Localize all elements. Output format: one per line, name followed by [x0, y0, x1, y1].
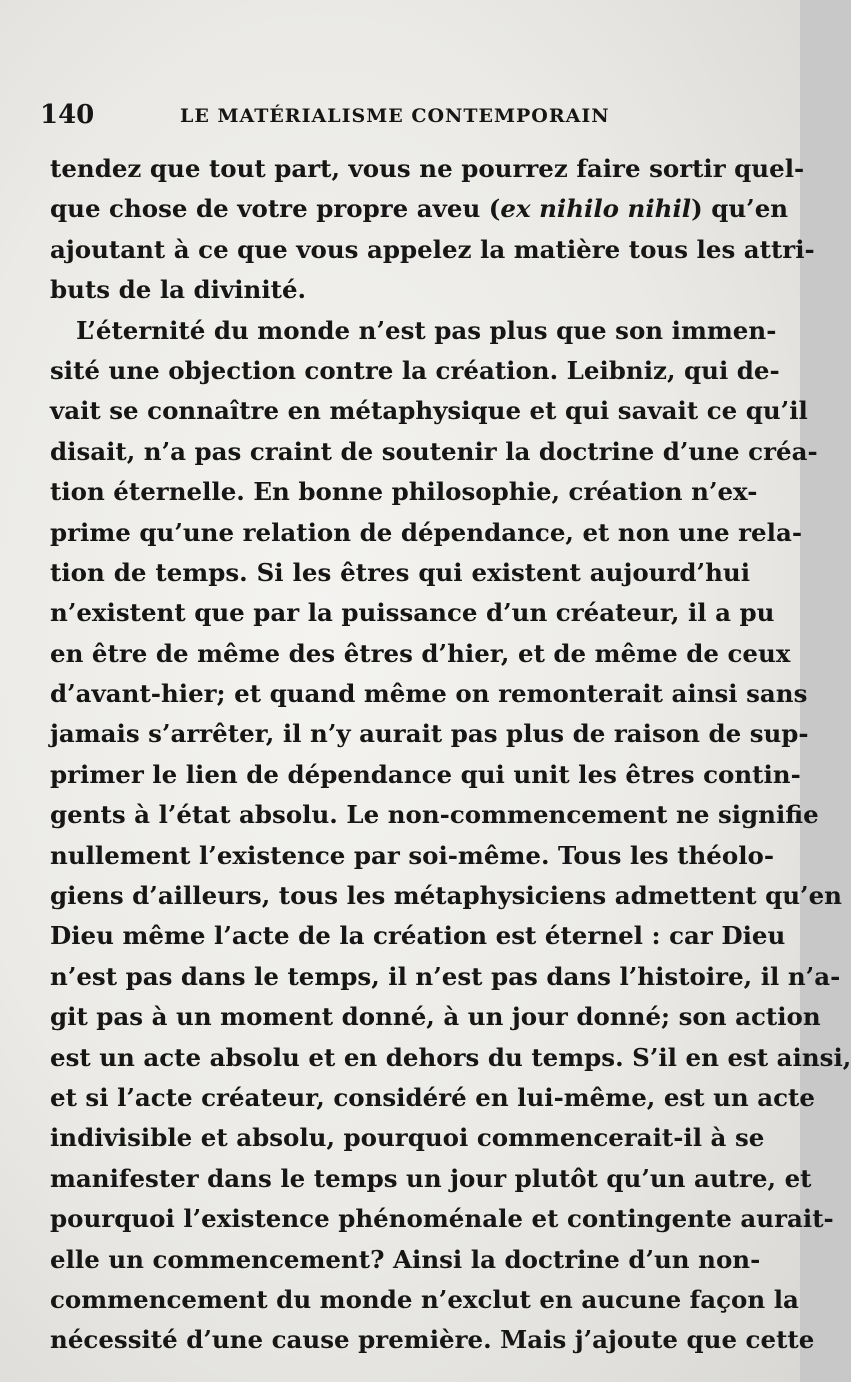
latin-phrase: ex nihilo nihil	[500, 194, 692, 224]
text-line: nullement l’existence par soi-même. Tous les théolo-	[50, 840, 775, 870]
text-line: manifester dans le temps un jour plutôt qu’un autre, et	[50, 1163, 812, 1193]
text-line: tendez que tout part, vous ne pourrez faire sortir quel-	[50, 154, 805, 183]
text-line: Dieu même l’acte de la création est éternel : car Dieu	[50, 921, 786, 951]
text-line: vait se connaître en métaphysique et qui savait ce qu’il	[50, 396, 808, 426]
text-segment: ) qu’en	[691, 194, 789, 224]
text-line: est un acte absolu et en dehors du temps. S’il en est ainsi,	[50, 1042, 851, 1072]
text-line: tion de temps. Si les êtres qui existent aujourd’hui	[50, 557, 750, 587]
text-line: elle un commencement? Ainsi la doctrine d’un non-	[50, 1244, 761, 1274]
text-line: L’éternité du monde n’est pas plus que son immen-	[76, 315, 777, 345]
page-header	[40, 100, 740, 140]
text-line: n’est pas dans le temps, il n’est pas dans l’histoire, il n’a-	[50, 961, 841, 991]
text-line: giens d’ailleurs, tous les métaphysiciens admettent qu’en	[50, 881, 842, 911]
text-line: d’avant-hier; et quand même on remonterait ainsi sans	[50, 679, 808, 709]
page-number: 140	[40, 100, 95, 130]
text-line: jamais s’arrêter, il n’y aurait pas plus de raison de sup-	[50, 719, 809, 749]
text-line: et si l’acte créateur, considéré en lui-même, est un acte	[50, 1082, 815, 1112]
text-line: n’existent que par la puissance d’un créateur, il a pu	[50, 598, 775, 628]
text-segment: que chose de votre propre aveu (	[50, 194, 501, 224]
body-text	[50, 149, 851, 1361]
text-line: disait, n’a pas craint de soutenir la doctrine d’une créa-	[50, 436, 818, 466]
text-line: pourquoi l’existence phénoménale et contingente aurait-	[50, 1204, 834, 1234]
text-line: nécessité d’une cause première. Mais j’ajoute que cette	[50, 1325, 815, 1355]
running-title: LE MATÉRIALISME CONTEMPORAIN	[180, 105, 610, 127]
text-line: indivisible et absolu, pourquoi commencerait-il à se	[50, 1123, 765, 1153]
text-line: commencement du monde n’exclut en aucune façon la	[50, 1284, 799, 1314]
text-line: ajoutant à ce que vous appelez la matière tous les attri-	[50, 234, 815, 264]
text-line: buts de la divinité.	[50, 275, 307, 305]
text-line: primer le lien de dépendance qui unit les êtres contin-	[50, 759, 801, 789]
text-line: prime qu’une relation de dépendance, et non une rela-	[50, 517, 802, 547]
text-line: gents à l’état absolu. Le non-commencement ne signifie	[50, 800, 819, 830]
text-line	[50, 189, 789, 229]
text-line: en être de même des êtres d’hier, et de même de ceux	[50, 638, 791, 668]
text-line: tion éternelle. En bonne philosophie, création n’ex-	[50, 477, 758, 507]
text-line: git pas à un moment donné, à un jour donné; son action	[50, 1002, 821, 1032]
text-line: sité une objection contre la création. Leibniz, qui de-	[50, 355, 780, 385]
